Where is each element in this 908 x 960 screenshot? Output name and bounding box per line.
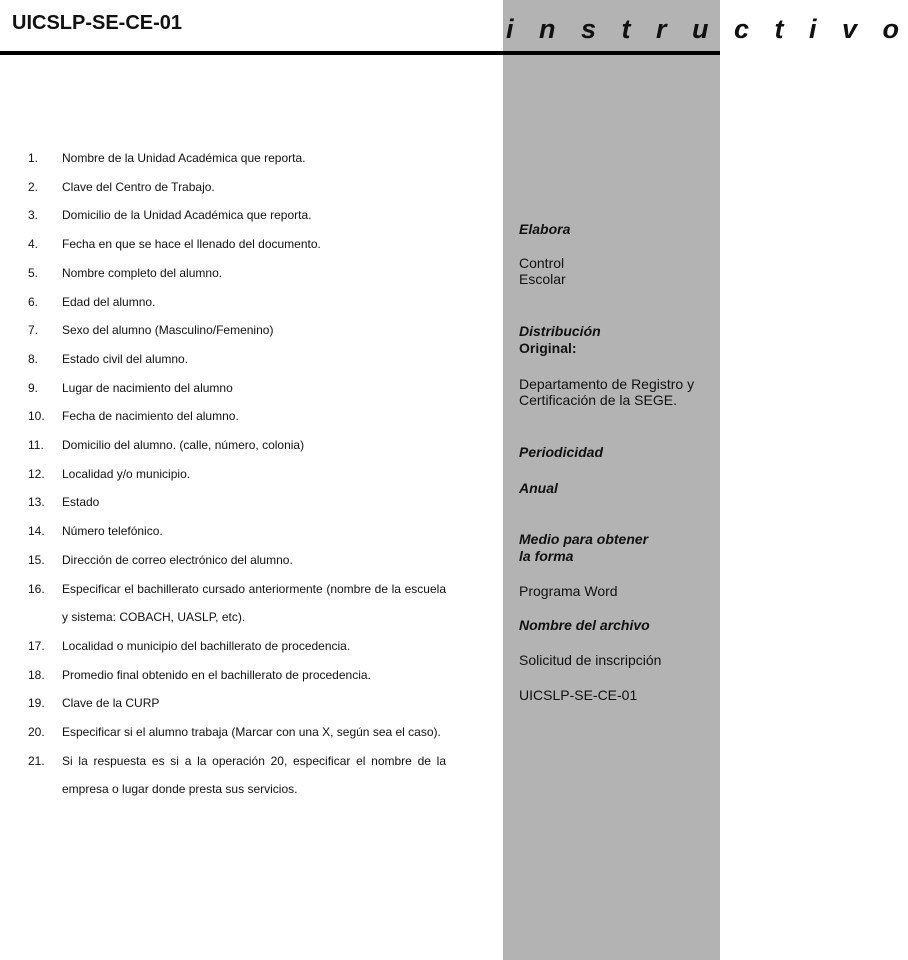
- elabora-value-line1: Control: [519, 255, 565, 271]
- distribucion-label: Distribución: [519, 323, 601, 339]
- instruction-item: [28, 402, 446, 431]
- instruction-number: 11.: [28, 438, 44, 453]
- instruction-text: Especificar el bachillerato cursado anteriormente (nombre de la escuela y sistema: COBACH, UASLP, etc).: [62, 581, 446, 625]
- document-code: UICSLP-SE-CE-01: [12, 12, 183, 34]
- instruction-item: [28, 316, 446, 345]
- medio-value: Programa Word: [519, 583, 618, 599]
- instruction-number: 15.: [28, 552, 45, 567]
- instruction-item: [28, 689, 446, 718]
- instruction-item: [28, 632, 446, 661]
- instruction-text: Especificar si el alumno trabaja (Marcar con una X, según sea el caso).: [62, 725, 441, 740]
- instruction-item: [28, 517, 446, 546]
- instruction-number: 19.: [28, 696, 45, 711]
- document-type-title: i n s t r u c t i v o: [506, 14, 908, 44]
- instruction-text: Fecha en que se hace el llenado del documento.: [62, 237, 321, 252]
- instruction-text: Clave del Centro de Trabajo.: [62, 179, 215, 194]
- instruction-text: Localidad y/o municipio.: [62, 466, 191, 481]
- instruction-item: [28, 288, 446, 317]
- archivo-value-line1: Solicitud de inscripción: [519, 652, 662, 668]
- instruction-number: 18.: [28, 667, 45, 682]
- instruction-item: [28, 374, 446, 403]
- instruction-text: Localidad o municipio del bachillerato de procedencia.: [62, 638, 351, 653]
- instruction-text: Si la respuesta es si a la operación 20, especificar el nombre de la empresa o lugar donde presta sus servicios.: [62, 753, 446, 797]
- instruction-item: [28, 345, 446, 374]
- instruction-text: Sexo del alumno (Masculino/Femenino): [62, 323, 274, 338]
- periodicidad-label: Periodicidad: [519, 444, 604, 460]
- instruction-text: Dirección de correo electrónico del alumno.: [62, 552, 293, 567]
- instruction-number: 6.: [28, 294, 39, 309]
- elabora-value-line2: Escolar: [519, 271, 566, 287]
- elabora-label: Elabora: [519, 221, 571, 237]
- instruction-number: 10.: [28, 409, 45, 424]
- instruction-text: Estado civil del alumno.: [62, 351, 189, 366]
- instruction-item: [28, 259, 446, 288]
- instruction-item: [28, 460, 446, 489]
- instruction-number: 16.: [28, 581, 45, 596]
- instruction-number: 8.: [28, 351, 39, 366]
- archivo-label: Nombre del archivo: [519, 617, 650, 633]
- instruction-number: 17.: [28, 638, 45, 653]
- instruction-text: Nombre completo del alumno.: [62, 265, 223, 280]
- instruction-list: [28, 144, 446, 804]
- instruction-item: [28, 747, 446, 804]
- instruction-number: 4.: [28, 237, 39, 252]
- instruction-item: [28, 144, 446, 173]
- instruction-number: 9.: [28, 380, 39, 395]
- instruction-item: [28, 173, 446, 202]
- instruction-item: [28, 201, 446, 230]
- instruction-number: 3.: [28, 208, 39, 223]
- medio-label-line1: Medio para obtener: [519, 531, 649, 547]
- instruction-text: Número telefónico.: [62, 524, 163, 539]
- instruction-number: 1.: [28, 151, 39, 165]
- instruction-item: [28, 546, 446, 575]
- instruction-number: 5.: [28, 265, 39, 280]
- periodicidad-value: Anual: [519, 480, 558, 496]
- instruction-text: Domicilio de la Unidad Académica que reporta.: [62, 208, 312, 223]
- instruction-text: Fecha de nacimiento del alumno.: [62, 409, 239, 424]
- instruction-number: 12.: [28, 466, 45, 481]
- instruction-number: 2.: [28, 179, 39, 194]
- instruction-item: [28, 718, 446, 747]
- instruction-text: Promedio final obtenido en el bachillerato de procedencia.: [62, 667, 371, 682]
- instruction-item: [28, 488, 446, 517]
- instruction-text: Domicilio del alumno. (calle, número, colonia): [62, 438, 305, 453]
- instruction-number: 13.: [28, 495, 45, 510]
- instruction-item: [28, 431, 446, 460]
- instruction-item: [28, 230, 446, 259]
- instruction-number: 21.: [28, 753, 45, 768]
- instruction-number: 14.: [28, 524, 45, 539]
- instruction-text: Lugar de nacimiento del alumno: [62, 380, 233, 395]
- instruction-item: [28, 575, 446, 632]
- instruction-number: 7.: [28, 323, 39, 338]
- original-label: Original:: [519, 340, 577, 356]
- instruction-text: Clave de la CURP: [62, 696, 160, 711]
- instruction-text: Nombre de la Unidad Académica que reporta.: [62, 151, 306, 165]
- medio-label-line2: la forma: [519, 548, 574, 564]
- header-divider: [0, 51, 720, 55]
- instruction-text: Edad del alumno.: [62, 294, 156, 309]
- instruction-number: 20.: [28, 725, 45, 740]
- instruction-text: Estado: [62, 495, 100, 510]
- archivo-value-line2: UICSLP-SE-CE-01: [519, 687, 638, 703]
- instruction-item: [28, 661, 446, 690]
- original-value: Departamento de Registro y Certificación de la SEGE.: [519, 376, 695, 408]
